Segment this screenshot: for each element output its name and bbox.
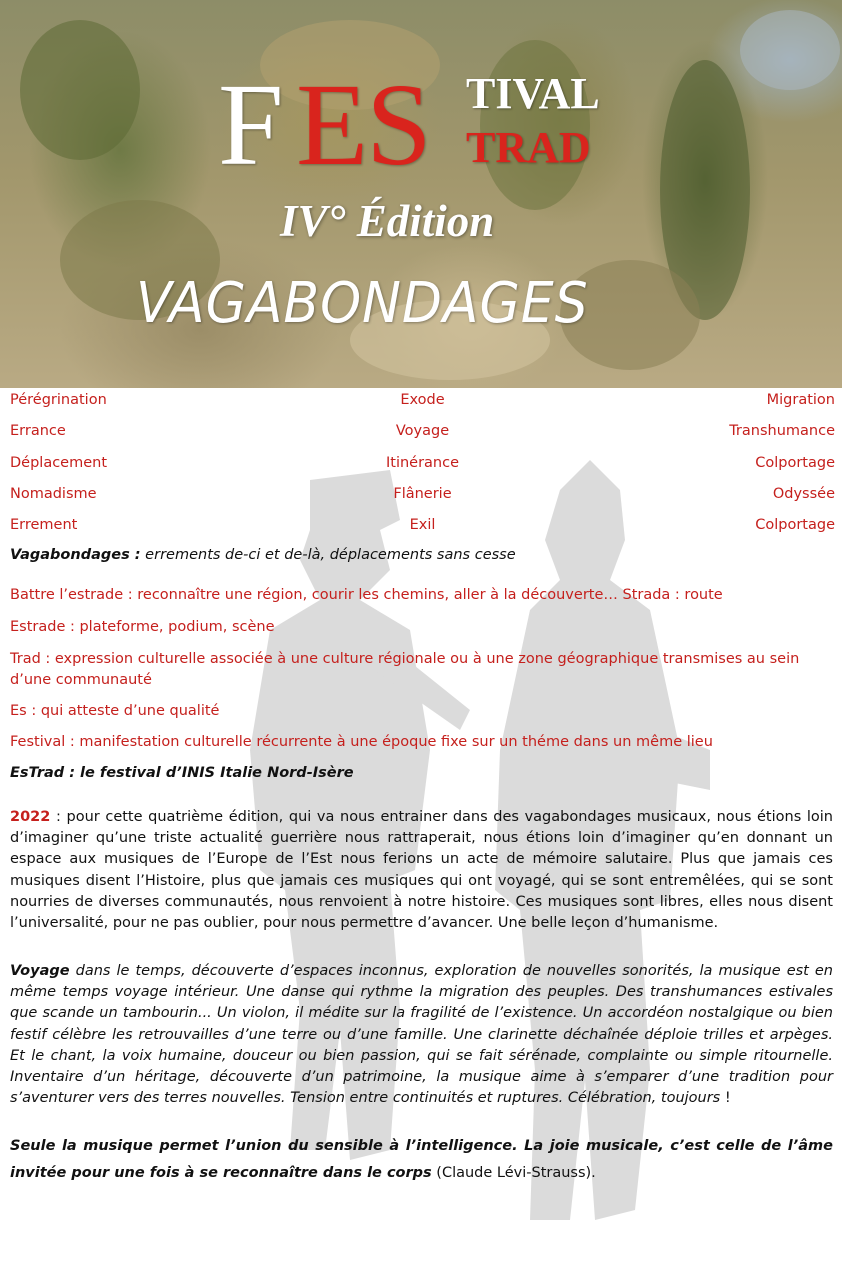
quote-text: Seule la musique permet l’union du sensible à l’intelligence. La joie musicale, c’est celle de l’âme invitée pour une fois à se reconnaître dans le corps <box>10 1138 833 1181</box>
keyword-row <box>10 482 835 513</box>
festival-banner <box>0 0 842 388</box>
definition-estrad: EsTrad : le festival d’INIS Italie Nord-Isère <box>10 765 354 781</box>
festival-logo <box>218 59 600 196</box>
keyword-middle: Exil <box>409 517 436 534</box>
keyword-grid <box>10 388 835 544</box>
definition-term: Vagabondages : <box>10 547 141 563</box>
keyword-left: Pérégrination <box>10 392 107 408</box>
keyword-right: Odyssée <box>772 485 835 502</box>
keyword-left: Nomadisme <box>10 485 97 502</box>
definition-trad-line-2: d’une communauté <box>10 672 152 688</box>
quote-levi-strauss <box>10 1133 833 1187</box>
definition-vagabondages <box>10 545 840 566</box>
quote-author: (Claude Lévi-Strauss). <box>431 1165 596 1181</box>
definition-es: Es : qui atteste d’une qualité <box>10 703 220 719</box>
logo-letters-es: ES <box>296 59 430 190</box>
keyword-right: Transhumance <box>729 423 835 440</box>
keyword-left: Errement <box>10 517 78 534</box>
keyword-left: Déplacement <box>10 454 108 471</box>
keyword-left: Errance <box>10 423 66 440</box>
theme-title: VAGABONDAGES <box>136 271 589 336</box>
painting-texture <box>20 20 140 160</box>
painting-texture <box>740 10 840 90</box>
year-label: 2022 <box>10 809 51 825</box>
logo-letter-f: F <box>218 59 282 190</box>
keyword-row <box>10 388 835 419</box>
keyword-right: Migration <box>766 392 835 408</box>
keyword-middle: Exode <box>400 392 445 408</box>
definition-estrade: Estrade : plateforme, podium, scène <box>10 619 275 635</box>
paragraph-text: : pour cette quatrième édition, qui va nous entrainer dans des vagabondages musicaux, nous étions loin d’imaginer qu’une triste actualité guerrière nous rattraperait, nous étions loin d’imaginer qu’en donnant un espace aux musiques de l’Europe de l’Est nous ferions un acte de mémoire salutaire. Plus que jamais ces musiques disent l’Histoire, plus que jamais ces musiques qui ont voyagé, qui se sont entremêlées, qui se sont nourries de diverses communautés, nous renvoient à notre histoire. Ces musiques sont libres, elles nous disent l’universalité, pour ne pas oublier, pour nous permettre d’avancer. Une belle leçon d’humanisme. <box>10 809 833 932</box>
paragraph-end: ! <box>720 1090 731 1107</box>
paragraph-voyage <box>10 961 833 1109</box>
voyage-lead: Voyage <box>10 963 70 979</box>
keyword-row <box>10 419 835 450</box>
definition-battre-estrade: Battre l’estrade : reconnaître une région, courir les chemins, aller à la découverte… Strada : route <box>10 587 723 603</box>
definition-festival: Festival : manifestation culturelle récurrente à une époque fixe sur un théme dans un même lieu <box>10 734 713 750</box>
paragraph-2022 <box>10 807 833 934</box>
keyword-row <box>10 451 835 482</box>
logo-trad: TRAD <box>466 123 591 172</box>
keyword-middle: Itinérance <box>385 454 460 471</box>
keyword-row <box>10 513 835 544</box>
keyword-right: Colportage <box>755 517 835 534</box>
keyword-middle: Voyage <box>395 423 450 440</box>
keyword-right: Colportage <box>755 454 835 471</box>
logo-tival: TIVAL <box>466 69 600 118</box>
definition-trad-line-1: Trad : expression culturelle associée à une culture régionale ou à une zone géographique transmises au sein <box>10 651 800 667</box>
edition-label: IV° Édition <box>280 196 495 246</box>
keyword-middle: Flânerie <box>393 485 452 502</box>
definition-text: errements de-ci et de-là, déplacements sans cesse <box>140 547 516 563</box>
paragraph-text: dans le temps, découverte d’espaces inconnus, exploration de nouvelles sonorités, la musique est en même temps voyage intérieur. Une danse qui rythme la migration des peuples. Des transhumances estivales que scande un tambourin... Un violon, il médite sur la fragilité de l’existence. Un accordéon nostalgique ou bien festif célèbre les retrouvailles d’une terre ou d’une famille. Une clarinette déchaînée déploie trilles et arpèges. Et le chant, la voix humaine, douceur ou bien passion, qui se fait sérénade, complainte ou simple ritournelle. Inventaire d’un héritage, découverte d’un patrimoine, la musique aime à s’emparer d’une tradition pour s’aventurer vers des terres nouvelles. Tension entre continuités et ruptures. Célébration, toujours <box>10 963 833 1107</box>
